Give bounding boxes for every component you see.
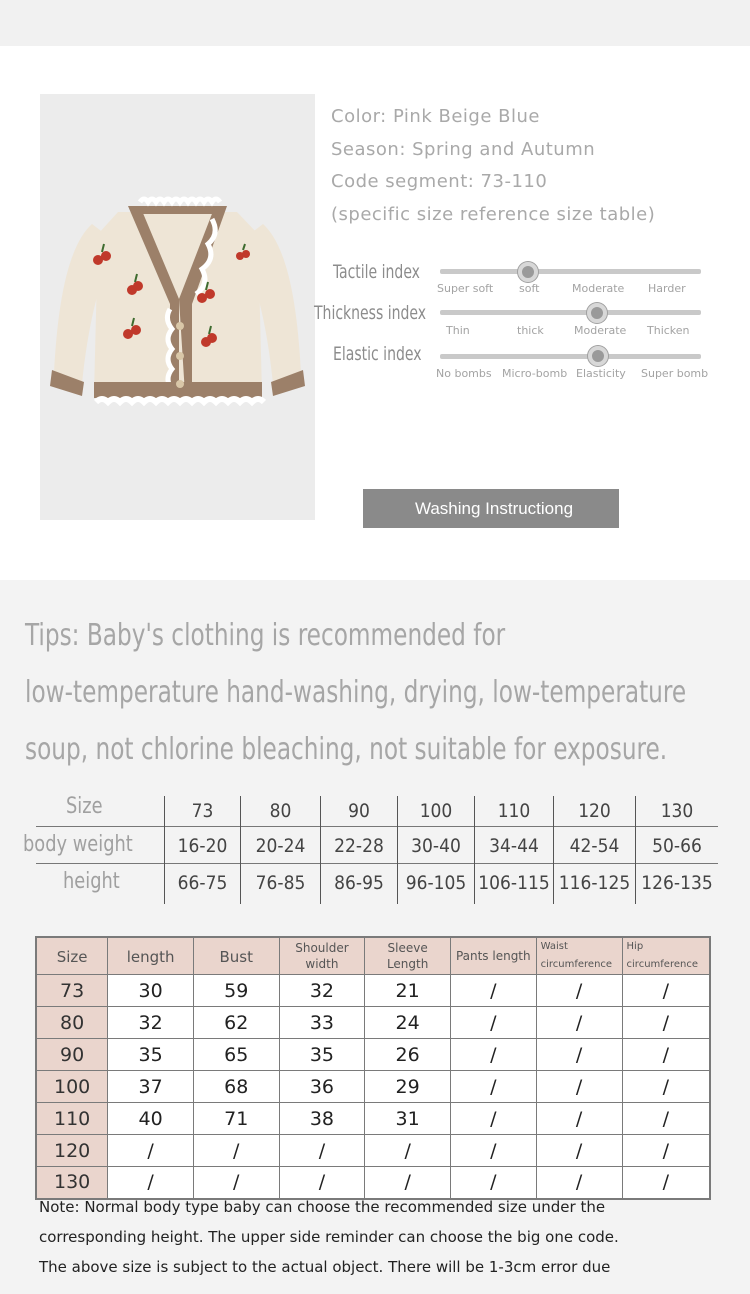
summary-size: 130 — [660, 800, 694, 822]
table-cell: 65 — [193, 1039, 279, 1071]
table-row — [36, 1071, 710, 1103]
summary-size: 110 — [497, 800, 531, 822]
summary-weight: 34-44 — [489, 835, 539, 857]
table-cell: / — [536, 975, 622, 1007]
table-cell: / — [622, 1135, 710, 1167]
table-cell: 21 — [365, 975, 451, 1007]
summary-size: 120 — [578, 800, 611, 822]
table-cell: / — [536, 1103, 622, 1135]
table-cell: 62 — [193, 1007, 279, 1039]
summary-weight: 22-28 — [334, 835, 384, 857]
top-band — [0, 0, 750, 46]
size-note — [39, 1192, 729, 1282]
table-cell: 35 — [108, 1039, 194, 1071]
table-cell: / — [365, 1135, 451, 1167]
summary-height: 66-75 — [177, 872, 228, 894]
table-cell: / — [193, 1167, 279, 1199]
table-cell: / — [193, 1135, 279, 1167]
summary-row-label: body weight — [23, 832, 133, 857]
table-cell: / — [536, 1007, 622, 1039]
tips-text: Tips: Baby's clothing is recommended for — [25, 618, 506, 653]
column-header: Hip circumference — [622, 937, 710, 975]
size-cell: 73 — [36, 975, 108, 1007]
note-line: corresponding height. The upper side reminder can choose the big one code. — [39, 1228, 619, 1246]
summary-size: 100 — [419, 800, 453, 822]
table-cell: 35 — [279, 1039, 365, 1071]
washing-instructions-button[interactable]: Washing Instructiong — [363, 489, 619, 528]
size-cell: 100 — [36, 1071, 108, 1103]
table-row — [36, 1007, 710, 1039]
table-cell: / — [450, 975, 536, 1007]
elastic-index-label: Elastic index — [333, 343, 422, 365]
thickness-index-label: Thickness index — [314, 302, 427, 324]
summary-height: 76-85 — [255, 872, 306, 894]
summary-height: 116-125 — [558, 872, 631, 894]
code-segment-spec: Code segment: 73-110 — [331, 171, 548, 192]
season-spec: Season: Spring and Autumn — [331, 139, 596, 160]
table-cell: / — [108, 1167, 194, 1199]
tactile-scale-label: Harder — [648, 282, 686, 295]
table-cell: / — [450, 1103, 536, 1135]
tactile-scale-label: Moderate — [572, 282, 625, 295]
thickness-scale-label: Moderate — [574, 324, 627, 337]
thickness-index-track — [440, 310, 701, 315]
size-measurement-table — [35, 936, 711, 1200]
thickness-scale-label: thick — [517, 324, 544, 337]
summary-size: 90 — [348, 800, 370, 822]
table-cell: 32 — [108, 1007, 194, 1039]
thickness-index-marker — [587, 303, 607, 323]
tactile-scale-label: Super soft — [437, 282, 494, 295]
size-summary-table — [0, 794, 750, 906]
summary-height: 86-95 — [334, 872, 384, 894]
size-reference-note: (specific size reference size table) — [331, 204, 656, 225]
table-row — [36, 1103, 710, 1135]
table-cell: / — [450, 1167, 536, 1199]
summary-height: 126-135 — [641, 872, 713, 894]
table-cell: / — [622, 1039, 710, 1071]
table-cell: 38 — [279, 1103, 365, 1135]
elastic-scale-label: Elasticity — [576, 367, 626, 380]
table-cell: 59 — [193, 975, 279, 1007]
bottom-band — [0, 1280, 750, 1294]
product-image — [40, 94, 315, 520]
tips-text: low-temperature hand-washing, drying, low-temperature — [25, 675, 687, 710]
table-cell: / — [450, 1135, 536, 1167]
table-cell: / — [365, 1167, 451, 1199]
table-cell: 71 — [193, 1103, 279, 1135]
table-header-row — [36, 937, 710, 975]
table-cell: / — [536, 1135, 622, 1167]
column-header: Waist circumference — [536, 937, 622, 975]
size-cell: 90 — [36, 1039, 108, 1071]
summary-weight: 16-20 — [177, 835, 228, 857]
table-cell: 33 — [279, 1007, 365, 1039]
thickness-scale-label: Thin — [446, 324, 470, 337]
cardigan-illustration — [40, 94, 315, 520]
table-cell: / — [450, 1039, 536, 1071]
table-cell: 40 — [108, 1103, 194, 1135]
table-row — [36, 975, 710, 1007]
tactile-index-label: Tactile index — [333, 261, 420, 283]
table-cell: 36 — [279, 1071, 365, 1103]
table-cell: / — [108, 1135, 194, 1167]
table-cell: / — [622, 1103, 710, 1135]
tips-text: soup, not chlorine bleaching, not suitable for exposure. — [25, 732, 668, 767]
thickness-scale-label: Thicken — [647, 324, 690, 337]
table-cell: 31 — [365, 1103, 451, 1135]
table-row — [36, 1135, 710, 1167]
table-cell: / — [622, 1167, 710, 1199]
size-cell: 110 — [36, 1103, 108, 1135]
table-cell: / — [536, 1071, 622, 1103]
summary-row-label: height — [63, 869, 120, 894]
column-header: Sleeve Length — [365, 937, 451, 975]
tactile-index-track — [440, 269, 701, 274]
summary-divider — [36, 826, 718, 827]
color-spec: Color: Pink Beige Blue — [331, 106, 540, 127]
table-cell: / — [622, 1071, 710, 1103]
elastic-index-marker — [588, 346, 608, 366]
elastic-index-track — [440, 354, 701, 359]
summary-weight: 20-24 — [255, 835, 306, 857]
size-cell: 130 — [36, 1167, 108, 1199]
size-cell: 80 — [36, 1007, 108, 1039]
table-cell: / — [450, 1071, 536, 1103]
table-cell: 37 — [108, 1071, 194, 1103]
summary-weight: 42-54 — [569, 835, 620, 857]
summary-size: 80 — [269, 800, 292, 822]
summary-divider — [36, 863, 718, 864]
table-cell: / — [622, 975, 710, 1007]
tactile-index-marker — [518, 262, 538, 282]
table-cell: / — [279, 1135, 365, 1167]
table-cell: / — [536, 1167, 622, 1199]
table-cell: / — [279, 1167, 365, 1199]
column-header: Shoulder width — [279, 937, 365, 975]
summary-weight: 30-40 — [411, 835, 461, 857]
table-cell: 68 — [193, 1071, 279, 1103]
tactile-scale-label: soft — [519, 282, 540, 295]
table-cell: 26 — [365, 1039, 451, 1071]
table-cell: / — [536, 1039, 622, 1071]
elastic-scale-label: Super bomb — [641, 367, 709, 380]
elastic-scale-label: Micro-bomb — [502, 367, 568, 380]
note-line: The above size is subject to the actual object. There will be 1-3cm error due — [39, 1258, 611, 1276]
elastic-scale-label: No bombs — [436, 367, 492, 380]
column-header: Size — [36, 937, 108, 975]
table-cell: 32 — [279, 975, 365, 1007]
summary-height: 106-115 — [478, 872, 550, 894]
column-header: Pants length — [450, 937, 536, 975]
summary-size: 73 — [191, 800, 214, 822]
table-cell: 30 — [108, 975, 194, 1007]
summary-row-label: Size — [66, 794, 103, 819]
table-cell: 24 — [365, 1007, 451, 1039]
note-line: Note: Normal body type baby can choose the recommended size under the — [39, 1198, 606, 1216]
size-cell: 120 — [36, 1135, 108, 1167]
column-header: length — [108, 937, 194, 975]
column-header: Bust — [193, 937, 279, 975]
table-cell: / — [450, 1007, 536, 1039]
table-cell: 29 — [365, 1071, 451, 1103]
table-row — [36, 1039, 710, 1071]
summary-height: 96-105 — [405, 872, 467, 894]
table-cell: / — [622, 1007, 710, 1039]
summary-weight: 50-66 — [652, 835, 702, 857]
